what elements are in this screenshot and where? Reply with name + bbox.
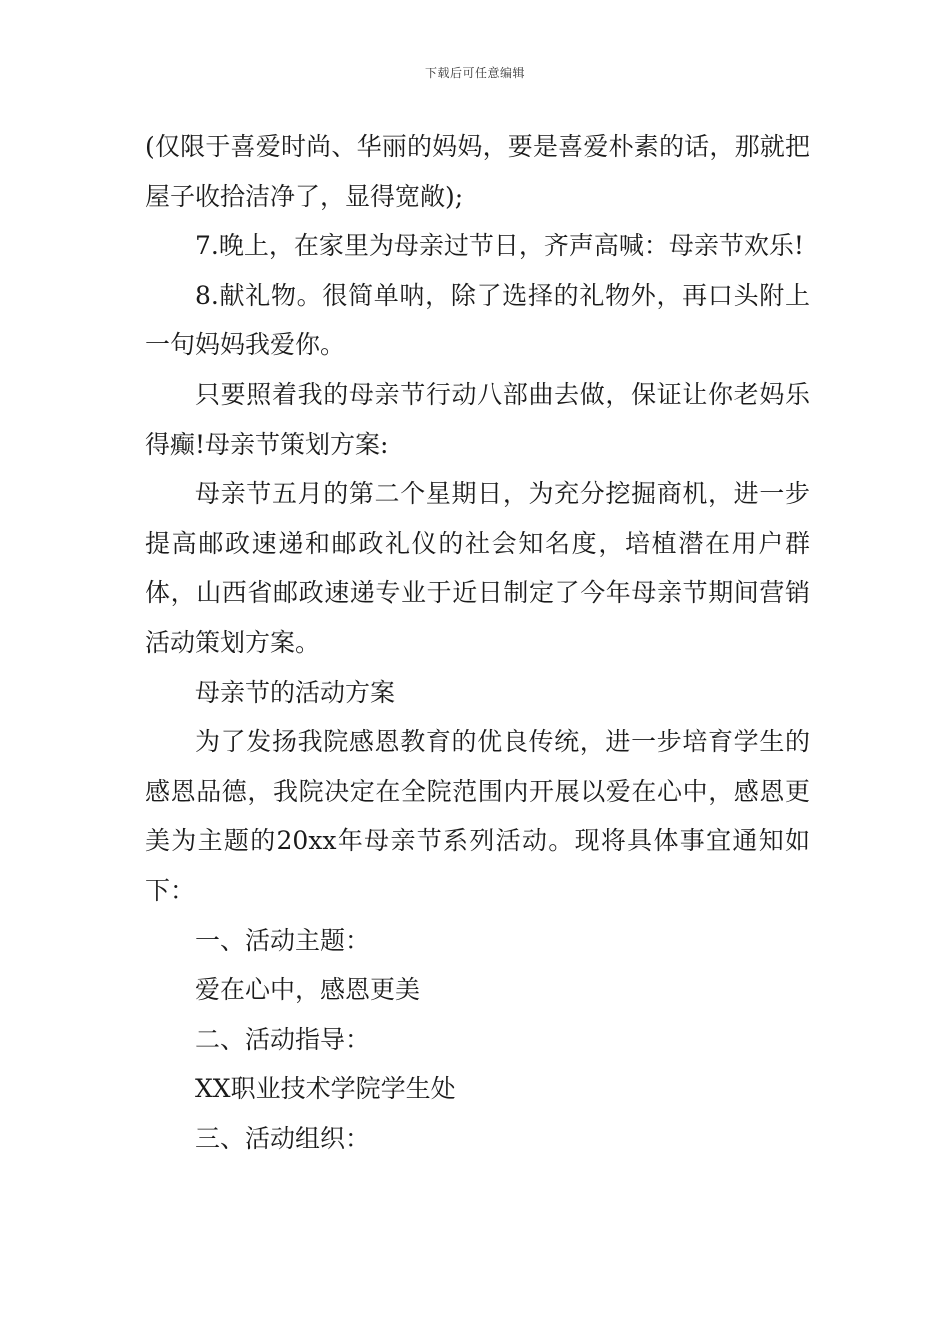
section-heading: 三、活动组织： bbox=[195, 1123, 371, 1153]
page-header: 下载后可任意编辑 bbox=[424, 66, 525, 80]
section-heading: 一、活动主题： bbox=[195, 925, 371, 955]
section-title: 母亲节的活动方案 bbox=[195, 677, 396, 707]
paragraph: 为了发扬我院感恩教育的优良传统，进一步培育学生的感恩品德，我院决定在全院范围内开展以爱在心中，感恩更美为主题的20xx年母亲节系列活动。现将具体事宜通知如下： bbox=[145, 727, 810, 905]
paragraph: 只要照着我的母亲节行动八部曲去做，保证让你老妈乐得癫!母亲节策划方案: bbox=[145, 379, 810, 459]
paragraph: 爱在心中，感恩更美 bbox=[195, 975, 421, 1005]
paragraph: XX职业技术学院学生处 bbox=[195, 1074, 456, 1104]
paragraph: (仅限于喜爱时尚、华丽的妈妈，要是喜爱朴素的话，那就把屋子收拾洁净了，显得宽敞); bbox=[145, 132, 810, 211]
paragraph: 8.献礼物。很简单呐，除了选择的礼物外，再口头附上一句妈妈我爱你。 bbox=[145, 280, 810, 360]
paragraph: 母亲节五月的第二个星期日，为充分挖掘商机，进一步提高邮政速递和邮政礼仪的社会知名度，培植潜在用户群体，山西省邮政速递专业于近日制定了今年母亲节期间营销活动策划方案。 bbox=[145, 479, 810, 657]
document-body bbox=[145, 122, 810, 1163]
section-heading: 二、活动指导： bbox=[195, 1024, 371, 1054]
paragraph: 7.晚上，在家里为母亲过节日，齐声高喊：母亲节欢乐! bbox=[195, 231, 804, 261]
